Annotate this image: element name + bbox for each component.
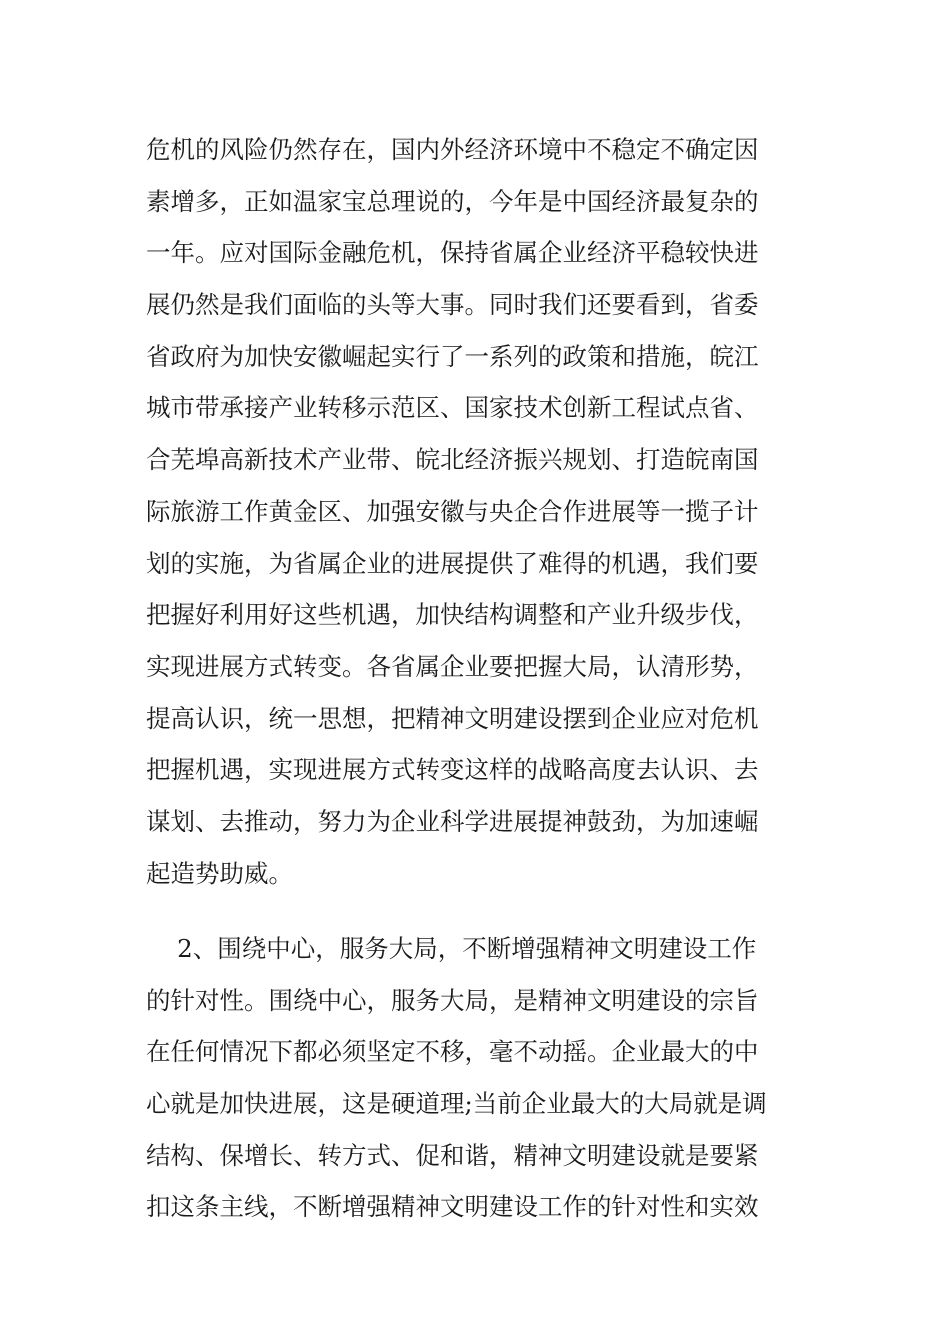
text-line: 划的实施，为省属企业的进展提供了难得的机遇，我们要: [146, 548, 759, 578]
text-line: 素增多，正如温家宝总理说的，今年是中国经济最复杂的: [146, 186, 759, 216]
text-line: 实现进展方式转变。各省属企业要把握大局，认清形势，: [146, 651, 759, 681]
text-line: 省政府为加快安徽崛起实行了一系列的政策和措施，皖江: [146, 341, 759, 371]
section-heading-line: 2、围绕中心，服务大局，不断增强精神文明建设工作: [146, 934, 757, 963]
text-line: 谋划、去推动，努力为企业科学进展提神鼓劲，为加速崛: [146, 806, 759, 836]
text-line: 起造势助威。: [146, 858, 293, 888]
text-line: 城市带承接产业转移示范区、国家技术创新工程试点省、: [146, 393, 759, 423]
text-line: 的针对性。围绕中心，服务大局，是精神文明建设的宗旨: [146, 985, 759, 1015]
text-line: 扣这条主线，不断增强精神文明建设工作的针对性和实效: [146, 1192, 759, 1222]
text-line: 一年。应对国际金融危机，保持省属企业经济平稳较快进: [146, 238, 759, 268]
text-line: 结构、保增长、转方式、促和谐，精神文明建设就是要紧: [146, 1140, 759, 1170]
text-line: 把握机遇，实现进展方式转变这样的战略高度去认识、去: [146, 755, 759, 785]
text-line: 际旅游工作黄金区、加强安徽与央企合作进展等一揽子计: [146, 496, 759, 526]
text-line: 心就是加快进展，这是硬道理;当前企业最大的大局就是调: [146, 1089, 767, 1119]
text-line: 在任何情况下都必须坚定不移，毫不动摇。企业最大的中: [146, 1037, 759, 1067]
text-line: 合芜埠高新技术产业带、皖北经济振兴规划、打造皖南国: [146, 445, 759, 475]
paragraph-section-2: [146, 923, 806, 1233]
paragraph-crisis-opportunity: [146, 124, 806, 899]
text-line: 把握好利用好这些机遇，加快结构调整和产业升级步伐，: [146, 600, 759, 630]
text-line: 提高认识，统一思想，把精神文明建设摆到企业应对危机: [146, 703, 759, 733]
text-line: 危机的风险仍然存在，国内外经济环境中不稳定不确定因: [146, 135, 759, 164]
text-line: 展仍然是我们面临的头等大事。同时我们还要看到，省委: [146, 290, 759, 320]
